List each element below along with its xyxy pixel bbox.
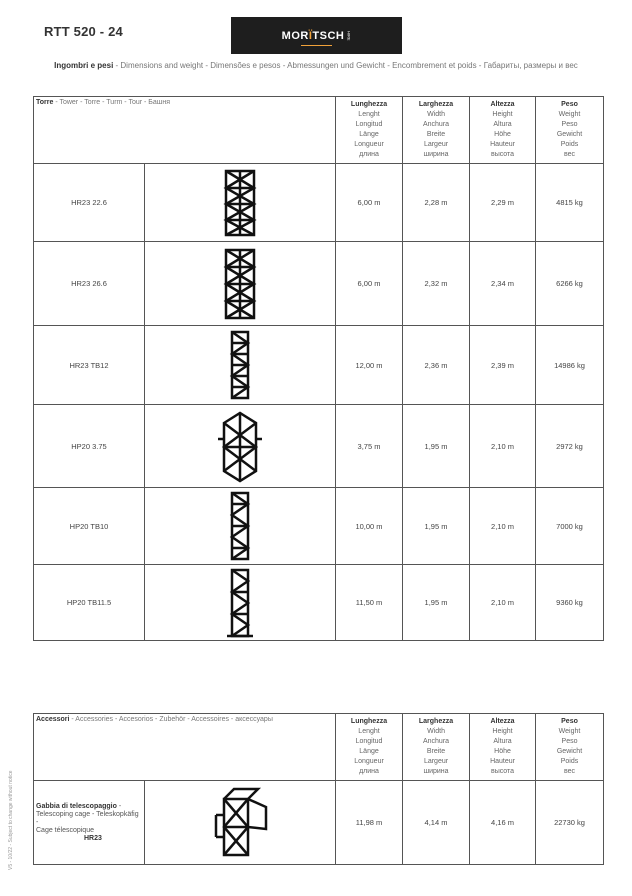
weight-value: 9360 kg [536, 565, 604, 641]
height-header: Altezza Height Altura Höhe Hauteur высота [470, 714, 536, 781]
tower-section-icon [216, 409, 264, 483]
model-name: HR23 22.6 [34, 164, 145, 242]
length-value: 6,00 m [336, 242, 403, 326]
height-value: 2,34 m [470, 242, 536, 326]
table-row [34, 405, 604, 488]
tower-table-header [34, 97, 604, 164]
length-header: Lunghezza Lenght Longitud Länge Longueur длина [336, 97, 403, 164]
width-value: 2,36 m [403, 326, 470, 405]
tower-section-icon [220, 168, 260, 238]
tower-section-icon [226, 490, 254, 562]
length-value: 3,75 m [336, 405, 403, 488]
accessories-table [33, 713, 604, 865]
tower-image-cell [145, 326, 336, 405]
tower-image-cell [145, 405, 336, 488]
table-row [34, 781, 604, 865]
model-name: HP20 TB10 [34, 488, 145, 565]
tower-image-cell [145, 242, 336, 326]
tower-image-cell [145, 565, 336, 641]
width-value: 4,14 m [403, 781, 470, 865]
length-value: 10,00 m [336, 488, 403, 565]
logo-accent-bar [301, 45, 332, 47]
height-header: Altezza Height Altura Höhe Hauteur высота [470, 97, 536, 164]
width-value: 1,95 m [403, 488, 470, 565]
length-value: 12,00 m [336, 326, 403, 405]
table-row [34, 565, 604, 641]
width-value: 2,28 m [403, 164, 470, 242]
height-value: 2,29 m [470, 164, 536, 242]
accessory-image-cell [145, 781, 336, 865]
length-value: 11,98 m [336, 781, 403, 865]
brand-logo [231, 17, 402, 54]
height-value: 4,16 m [470, 781, 536, 865]
document-title: RTT 520 - 24 [44, 24, 123, 39]
table-row [34, 326, 604, 405]
model-name: HR23 TB12 [34, 326, 145, 405]
telescoping-cage-icon [210, 785, 270, 861]
height-value: 2,10 m [470, 405, 536, 488]
height-value: 2,10 m [470, 488, 536, 565]
model-name: HP20 TB11.5 [34, 565, 145, 641]
table-row [34, 242, 604, 326]
width-value: 1,95 m [403, 405, 470, 488]
tower-section-icon [226, 329, 254, 401]
tower-image-cell [145, 488, 336, 565]
model-name: HR23 26.6 [34, 242, 145, 326]
weight-value: 22730 kg [536, 781, 604, 865]
tower-header-cell: Torre - Tower - Torre - Turm - Tour - Башня [34, 97, 336, 164]
width-header: Larghezza Width Anchura Breite Largeur ширина [403, 97, 470, 164]
section-subtitle: Ingombri e pesi - Dimensions and weight - Dimensões e pesos - Abmessungen und Gewicht - Encombrement et poids - Габариты, размеры и вес [54, 61, 578, 70]
revision-note: V5 - 10/22 - Subject to change without notice [8, 770, 14, 870]
weight-value: 2972 kg [536, 405, 604, 488]
weight-value: 4815 kg [536, 164, 604, 242]
height-value: 2,39 m [470, 326, 536, 405]
weight-value: 14986 kg [536, 326, 604, 405]
height-value: 2,10 m [470, 565, 536, 641]
width-header: Larghezza Width Anchura Breite Largeur ширина [403, 714, 470, 781]
table-row [34, 488, 604, 565]
accessory-name: Gabbia di telescopaggio - Telescoping cage - Teleskopkäfig - Cage télescopique HR23 [34, 781, 145, 865]
length-header: Lunghezza Lenght Longitud Länge Longueur длина [336, 714, 403, 781]
tower-image-cell [145, 164, 336, 242]
model-name: HP20 3.75 [34, 405, 145, 488]
accessories-header-cell: Accessori - Accessories - Accesorios - Zubehör - Accessoires - аксессуары [34, 714, 336, 781]
tower-table [33, 96, 604, 641]
accessories-table-header [34, 714, 604, 781]
weight-value: 7000 kg [536, 488, 604, 565]
tower-section-icon [220, 247, 260, 321]
weight-header: Peso Weight Peso Gewicht Poids вес [536, 97, 604, 164]
logo-text: MORÏTSCH [281, 29, 345, 42]
logo-subtext: HIRE [346, 30, 352, 41]
width-value: 1,95 m [403, 565, 470, 641]
length-value: 6,00 m [336, 164, 403, 242]
table-row [34, 164, 604, 242]
width-value: 2,32 m [403, 242, 470, 326]
weight-value: 6266 kg [536, 242, 604, 326]
tower-section-icon [225, 567, 255, 639]
length-value: 11,50 m [336, 565, 403, 641]
weight-header: Peso Weight Peso Gewicht Poids вес [536, 714, 604, 781]
